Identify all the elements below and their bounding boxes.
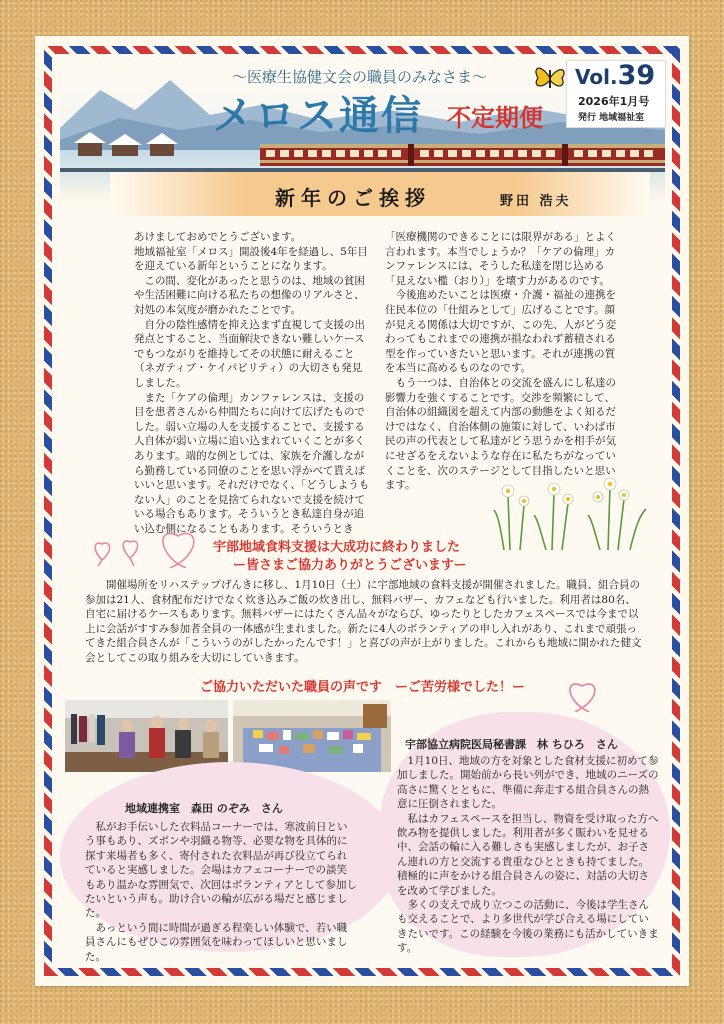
- greeting-paragraph: 地域福祉室「メロス」開設後4年を経過し、5年目を迎えている新年ということになります。: [134, 245, 368, 273]
- greeting-column-right: [385, 230, 623, 493]
- publisher: 発行 地域福祉室: [578, 113, 645, 123]
- staff-voice-paragraph: 1月10日、地域の方を対象とした食材支援に初めて参加しました。開始前から長い列ができ、地域のニーズの高さに驚くとともに、準備に奔走する組合員さんの熱意に圧倒されました。: [397, 755, 659, 811]
- greeting-paragraph: また「ケアの倫理」カンファレンスは、支援の目を患者さんから仲間たちに向けて広げたものでした。弱い立場の人を支援することで、支援する人自体が弱い立場に追い込まれていくことが多くあります。端的な例としては、家族を介護しながら勤務している同僚のことを思い浮かべて貰えばいいと思います。それだけでなく、「どうしようもない人」のことを見捨てられないで支援を続けている場合もあります。そういうとき私達自身が追い込む側になることもあります。そういうとき: [134, 391, 370, 535]
- volume-number: [575, 60, 655, 91]
- greeting-paragraph: 「医療機関のできることには限界がある」とよく言われます。本当でしょうか？「ケアの倫理」カンファレンスには、そうした私達を閉じ込める「見えない檻（おり）」を壊す力があるのです。: [385, 231, 616, 287]
- heart-ribbon-icon: [90, 520, 215, 568]
- butterfly-icon: [532, 60, 568, 96]
- newsletter-title: メロス通信: [213, 93, 423, 139]
- staff-voice-left-body: [85, 820, 357, 964]
- greeting-column-left: [134, 230, 370, 536]
- greeting-paragraph: 今後進めたいことは医療・介護・福祉の連携を住民本位の「仕組みとして」広げることです。顔が見える関係は大切ですが、この先、人がどう変わってもこれまでの連携が損なわれず蓄積される型を作っていきたいと思います。それが連携の質を本当に高めるものなのです。: [385, 289, 616, 375]
- food-support-body: 開催場所をリハステップげんきに移し、1月10日（土）に宇部地域の食料支援が開催されました。職員、組合員の参加は21人、食材配布だけでなく炊き込みご飯の炊き出し、無料バザー、カフェなども行いました。利用者は80名、自宅に届けるケースもあります。無料バザーにはたくさん品々がならび、ゆったりとしたカフェスペースでは今まで以上に会話がすすみ参加者全員の一体感が生まれました。新たに4人のボランティアの申し入れがあり、これまで頑張ってきた組合員さんが「こういうのがしたかったんです！」と喜びの声が上がりました。これからも地域に開かれた健文会としてこの取り組みを大切にしていきます。: [85, 579, 642, 664]
- food-support-subheading: ー皆さまご協力ありがとうございますー: [233, 558, 467, 573]
- event-photo-clothing: [65, 700, 228, 772]
- greeting-paragraph: あけましておめでとうございます。: [134, 231, 302, 243]
- greeting-paragraph: この間、変化があったと思うのは、地域の貧困や生活困難に向ける私たちの想像のリアルさと、対処の本気度が磨かれたことです。: [134, 274, 365, 316]
- staff-voice-right-name: 宇部協立病院医局秘書課 林 ちひろ さん: [405, 738, 618, 751]
- greeting-paragraph: もう一つは、自治体との交流を盛んにし私達の影響力を強くすることです。交渉を頻繁にして、自治体の組織図を超えて内部の動態をよく知るだけではなく、自治体側の施策に対して、いわば市民の声の代表として私達がどう思うかを相手が気にせざるをえないような存在に私たちがなっていくことを、次のステージとして目指したいと思います。: [385, 376, 616, 492]
- issue-date: 2026年1月号: [578, 95, 650, 108]
- newsletter-subtitle: 〜医療生協健文会の職員のみなさま〜: [232, 68, 488, 86]
- staff-voice-paragraph: あっという間に時間が過ぎる程楽しい体験で、若い職員さんにもぜひこの雰囲気を味わってほしいと思いました。: [85, 921, 348, 963]
- narcissus-flower-icon: [490, 475, 650, 550]
- greeting-paragraph: 自分の陰性感情を抑え込まず直視して支援の出発点とすること、当面解決できない難しいケースでもつながりを維持してその状態に耐えること（ネガティブ・ケイパビリティ）の大切さも発見しました。: [134, 318, 365, 389]
- train-icon: [260, 144, 665, 166]
- staff-voices-heading: ご協力いただいた職員の声です ーご苦労様でした！ー: [200, 680, 526, 695]
- volume-digits: 39: [617, 60, 656, 91]
- volume-label: Vol.: [575, 65, 618, 89]
- irregular-issue-label: 不定期便: [447, 104, 543, 132]
- greeting-title: 新年のご挨拶: [275, 186, 431, 210]
- food-support-heading: 宇部地域食料支援は大成功に終わりました: [213, 540, 461, 555]
- greeting-author: 野田 浩夫: [500, 194, 572, 209]
- event-photo-bazaar: [233, 700, 391, 772]
- snowy-houses: [74, 132, 178, 156]
- staff-voice-left-name: 地域連携室 森田 のぞみ さん: [125, 802, 283, 815]
- staff-voice-paragraph: 私がお手伝いした衣料品コーナーでは、寒波前日という事もあり、ズボンや羽織る物等、必要な物を具体的に探す来場者も多く、寄付された衣料品が再び役立てられていると実感しました。会場はカフェコーナーでの談笑もあり温かな雰囲気で、次回はボランティアとして参加したいという声も。助け合いの輪が広がる場だと感じました。: [85, 821, 357, 920]
- staff-voice-paragraph: 私はカフェスペースを担当し、物資を受け取った方へ飲み物を提供しました。利用者が多く賑わいを見せる中、会話の輪に入る難しさも実感しましたが、お子さん連れの方と交流する貴重なひとときも持てました。積極的に声をかける組合員さんの姿に、対話の大切さを改めて学びました。: [397, 812, 659, 897]
- staff-voice-right-body: [397, 754, 659, 956]
- staff-voice-paragraph: 多くの支えで成り立つこの活動に、今後は学生さんも交えることで、より多世代が学び合える場にしていきたいです。この経験を今後の業務にも活かしていきます。: [397, 899, 659, 955]
- heart-ribbon-icon: [555, 672, 610, 712]
